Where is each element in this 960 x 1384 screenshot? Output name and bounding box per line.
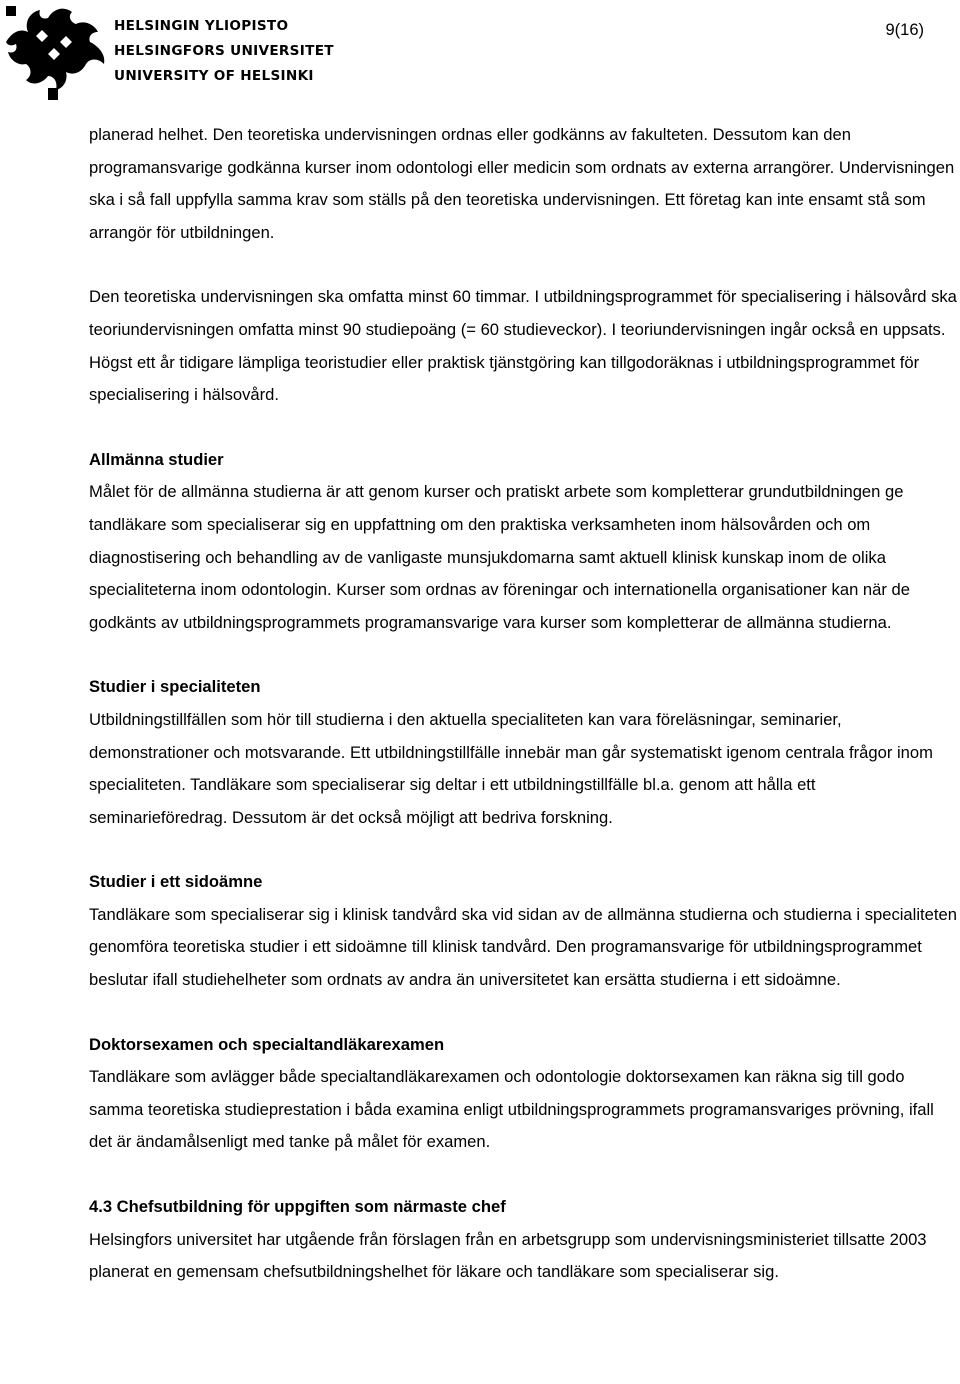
section-heading-doktorsexamen: Doktorsexamen och specialtandläkarexamen xyxy=(89,1034,445,1054)
section-text-chefsutbildning: Helsingfors universitet har utgående från förslagen från en arbetsgrupp som undervisningsministeriet tillsatte 2003 planerat en gemensam chefsutbildningshelhet för läkare och tandläkare som specialiserar sig. xyxy=(89,1229,927,1282)
section-text-sidoamne: Tandläkare som specialiserar sig i klinisk tandvård ska vid sidan av de allmänna studierna och studierna i specialiteten genomföra teoretiska studier i ett sidoämne till klinisk tandvård. Den programansvarige för utbildningsprogrammet beslutar ifall studiehelheter som ordnats av andra än universitetet kan ersätta studierna i ett sidoämne. xyxy=(89,904,957,990)
page-header xyxy=(0,0,960,108)
university-names xyxy=(114,14,334,89)
paragraph-spacer xyxy=(89,997,957,1029)
theory-paragraph: Den teoretiska undervisningen ska omfatta minst 60 timmar. I utbildningsprogrammet för specialisering i hälsovård ska teoriundervisningen omfatta minst 90 studiepoäng (= 60 studieveckor). I teoriundervisningen ingår också en uppsats. Högst ett år tidigare lämpliga teoristudier eller praktisk tjänstgöring kan tillgodoräknas i utbildningsprogrammet för specialisering i hälsovård. xyxy=(89,287,957,405)
university-name-english: UNIVERSITY OF HELSINKI xyxy=(114,68,314,84)
section-text-doktorsexamen: Tandläkare som avlägger både specialtandläkarexamen och odontologie doktorsexamen kan räkna sig till godo samma teoretiska studieprestation i båda examina enligt utbildningsprogrammets programansvariges prövning, ifall det är ändamålsenligt med tanke på målet för examen. xyxy=(89,1067,934,1152)
university-name-finnish: HELSINGIN YLIOPISTO xyxy=(114,18,289,34)
paragraph-spacer xyxy=(89,412,957,444)
document-body xyxy=(89,119,957,1289)
section-heading-allmanna: Allmänna studier xyxy=(89,449,224,469)
university-name-swedish: HELSINGFORS UNIVERSITET xyxy=(114,43,334,59)
section-heading-chefsutbildning: 4.3 Chefsutbildning för uppgiften som närmaste chef xyxy=(89,1197,506,1217)
page-number: 9(16) xyxy=(885,21,924,39)
section-text-specialiteten: Utbildningstillfällen som hör till studierna i den aktuella specialiteten kan vara föreläsningar, seminarier, demonstrationer och motsvarande. Ett utbildningstillfälle innebär man går systematiskt igenom centrala frågor inom specialiteten. Tandläkare som specialiserar sig deltar i ett utbildningstillfälle bl.a. genom att hålla ett seminarieföredrag. Dessutom är det också möjligt att bedriva forskning. xyxy=(89,709,933,827)
helsinki-flame-logo xyxy=(2,2,108,102)
section-heading-specialiteten: Studier i specialiteten xyxy=(89,677,261,697)
paragraph-spacer xyxy=(89,1159,957,1191)
intro-paragraph: planerad helhet. Den teoretiska undervisningen ordnas eller godkänns av fakulteten. Dessutom kan den programansvarige godkänna kurser inom odontologi eller medicin som ordnats av externa arrangörer. Undervisningen ska i så fall uppfylla samma krav som ställs på den teoretiska undervisningen. Ett företag kan inte ensamt stå som arrangör för utbildningen. xyxy=(89,125,955,242)
paragraph-spacer xyxy=(89,834,957,866)
section-text-allmanna: Målet för de allmänna studierna är att genom kurser och pratiskt arbete som kompletterar grundutbildningen ge tandläkare som specialiserar sig en uppfattning om den praktiska verksamheten inom hälsovården och om diagnostisering och behandling av de vanligaste munsjukdomarna samt aktuell klinisk kunskap inom de olika specialiteterna inom odontologin. Kurser som ordnas av föreningar och internationella organisationer kan när de godkänts av utbildningsprogrammets programansvarige vara kurser som kompletterar de allmänna studierna. xyxy=(89,482,910,632)
paragraph-spacer xyxy=(89,249,957,281)
paragraph-spacer xyxy=(89,639,957,671)
section-heading-sidoamne: Studier i ett sidoämne xyxy=(89,872,263,892)
